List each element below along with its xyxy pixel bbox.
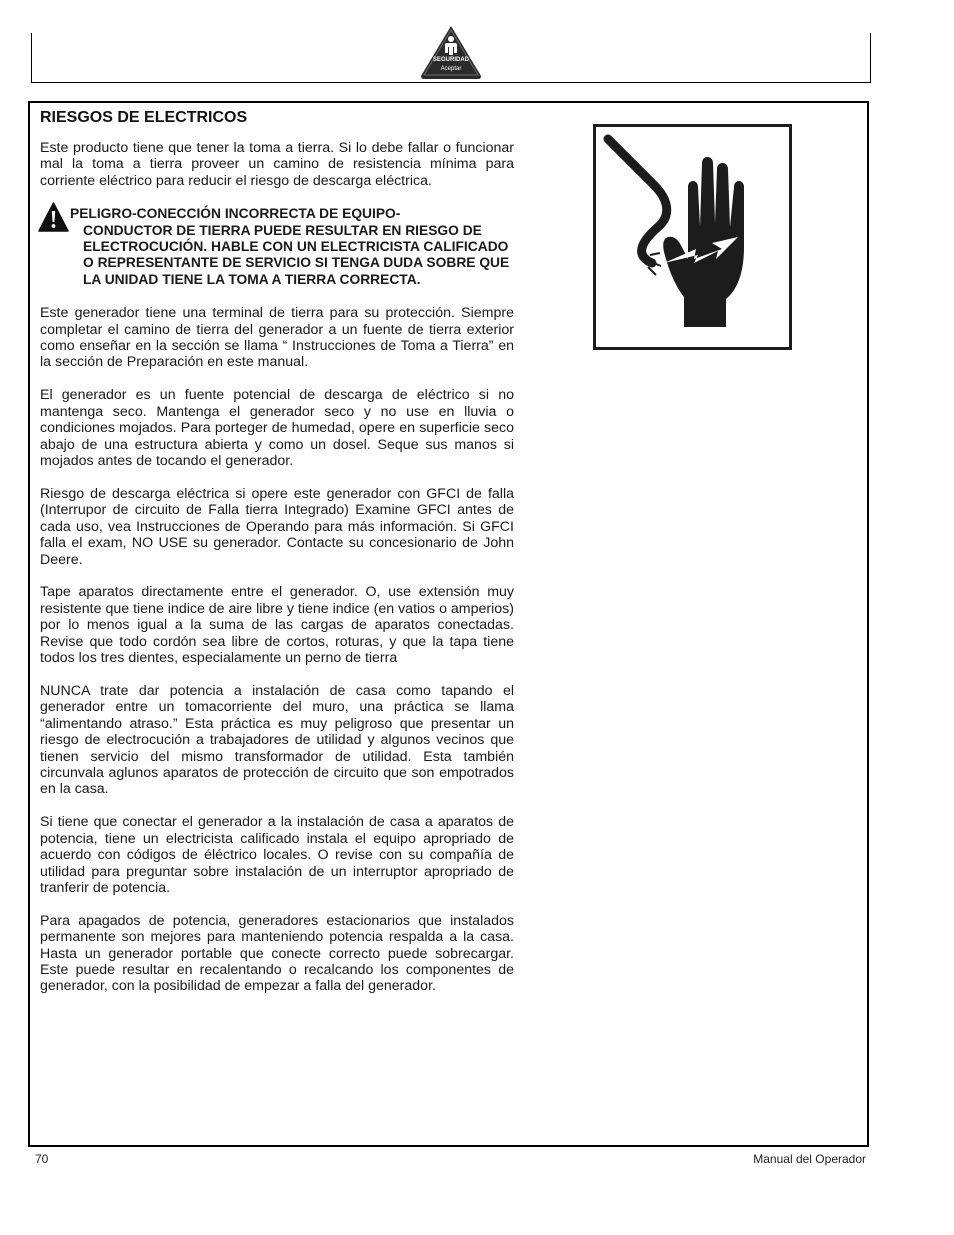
text-column	[40, 140, 514, 1011]
manual-title: Manual del Operador	[753, 1152, 866, 1166]
danger-warning	[40, 206, 514, 288]
page-number: 70	[35, 1152, 49, 1166]
warning-body: CONDUCTOR DE TIERRA PUEDE RESULTAR EN RIESGO DE ELECTROCUCIÓN. HABLE CON UN ELECTRICISTA CALIFICADO O REPRESENTANTE DE SERVICIO SI TENGA DUDA SOBRE QUE LA UNIDAD TIENE LA TOMA A TIERRA CORRECTA.	[83, 222, 510, 287]
section-title: RIESGOS DE ELECTRICOS	[40, 109, 248, 126]
body-paragraph: Riesgo de descarga eléctrica si opere este generador con GFCI de falla (Interrupor de circuito de Falla tierra Integrado) Examine GFCI antes de cada uso, vea Instrucciones de Operando para más información. Si GFCI falla el exam, NO USE su generador. Contacte su concesionario de John Deere.	[40, 485, 514, 568]
header-rule	[31, 82, 871, 83]
header-rule-left	[31, 33, 32, 83]
seal-text: SEGURIDAD	[432, 57, 469, 63]
warning-heading: PELIGRO-CONECCIÓN INCORRECTA DE EQUIPO-	[70, 206, 401, 222]
seal-subtext: Aceptar	[440, 66, 462, 72]
body-paragraph: Para apagados de potencia, generadores estacionarios que instalados permanente son mejores para manteniendo potencia respalda a la casa. Hasta un generador portable que conecte correcto puede sobrecargar. Este puede resultar en recalentando o recalcando los componentes de generador, con la posibilidad de empezar a falla del generador.	[40, 912, 514, 995]
warning-triangle-icon	[38, 202, 69, 232]
intro-paragraph: Este producto tiene que tener la toma a tierra. Si lo debe fallar o funcionar mal la toma a tierra proveer un camino de resistencia mínima para corriente eléctrico para reducir el riesgo de descarga eléctrica.	[40, 140, 514, 189]
body-paragraph: El generador es un fuente potencial de descarga de eléctrico si no mantenga seco. Mantenga el generador seco y no use en lluvia o condiciones mojados. Para porteger de humedad, opere en superficie seco abajo de una estructura abierta y como un dosel. Seque sus manos si mojados antes de tocando el generador.	[40, 387, 514, 469]
body-paragraph: Este generador tiene una terminal de tierra para su protección. Siempre completar el camino de tierra del generador a un fuente de tierra exterior como enseñar en la sección se llama “ Instrucciones de Toma a Tierra” en la sección de Preparación en este manual.	[40, 305, 514, 371]
safety-seal-icon	[418, 24, 484, 80]
body-paragraph: NUNCA trate dar potencia a instalación de casa como tapando el generador entre un tomacorriente del muro, una práctica se llama “alimentando atraso.” Esta práctica es muy peligroso que presentar un riesgo de electrocución a trabajadores de utilidad y algunos vecinos que tienen servicio del mismo transformador de utilidad. Esta también circunvala aglunos aparatos de protección de circuito que son empotrados en la casa.	[40, 682, 514, 798]
electric-shock-hand-icon	[593, 124, 792, 350]
header-rule-right	[870, 33, 871, 83]
body-paragraph: Tape aparatos directamente entre el generador. O, use extensión muy resistente que tiene indice de aire libre y tiene indice (en vatios o amperios) por lo menos igual a la suma de las cargas de aparatos conectadas. Revise que todo cordón sea libre de cortos, roturas, y que la tapa tiene todos los tres dientes, especialamente un perno de tierra	[40, 584, 514, 667]
body-paragraph: Si tiene que conectar el generador a la instalación de casa a aparatos de potencia, tiene un electricista calificado instala el equipo apropriado de acuerdo con códigos de éléctrico locales. O revise con su compañía de utilidad para preguntar sobre instalación de un interruptor apropriado de tranferir de potencia.	[40, 814, 514, 896]
